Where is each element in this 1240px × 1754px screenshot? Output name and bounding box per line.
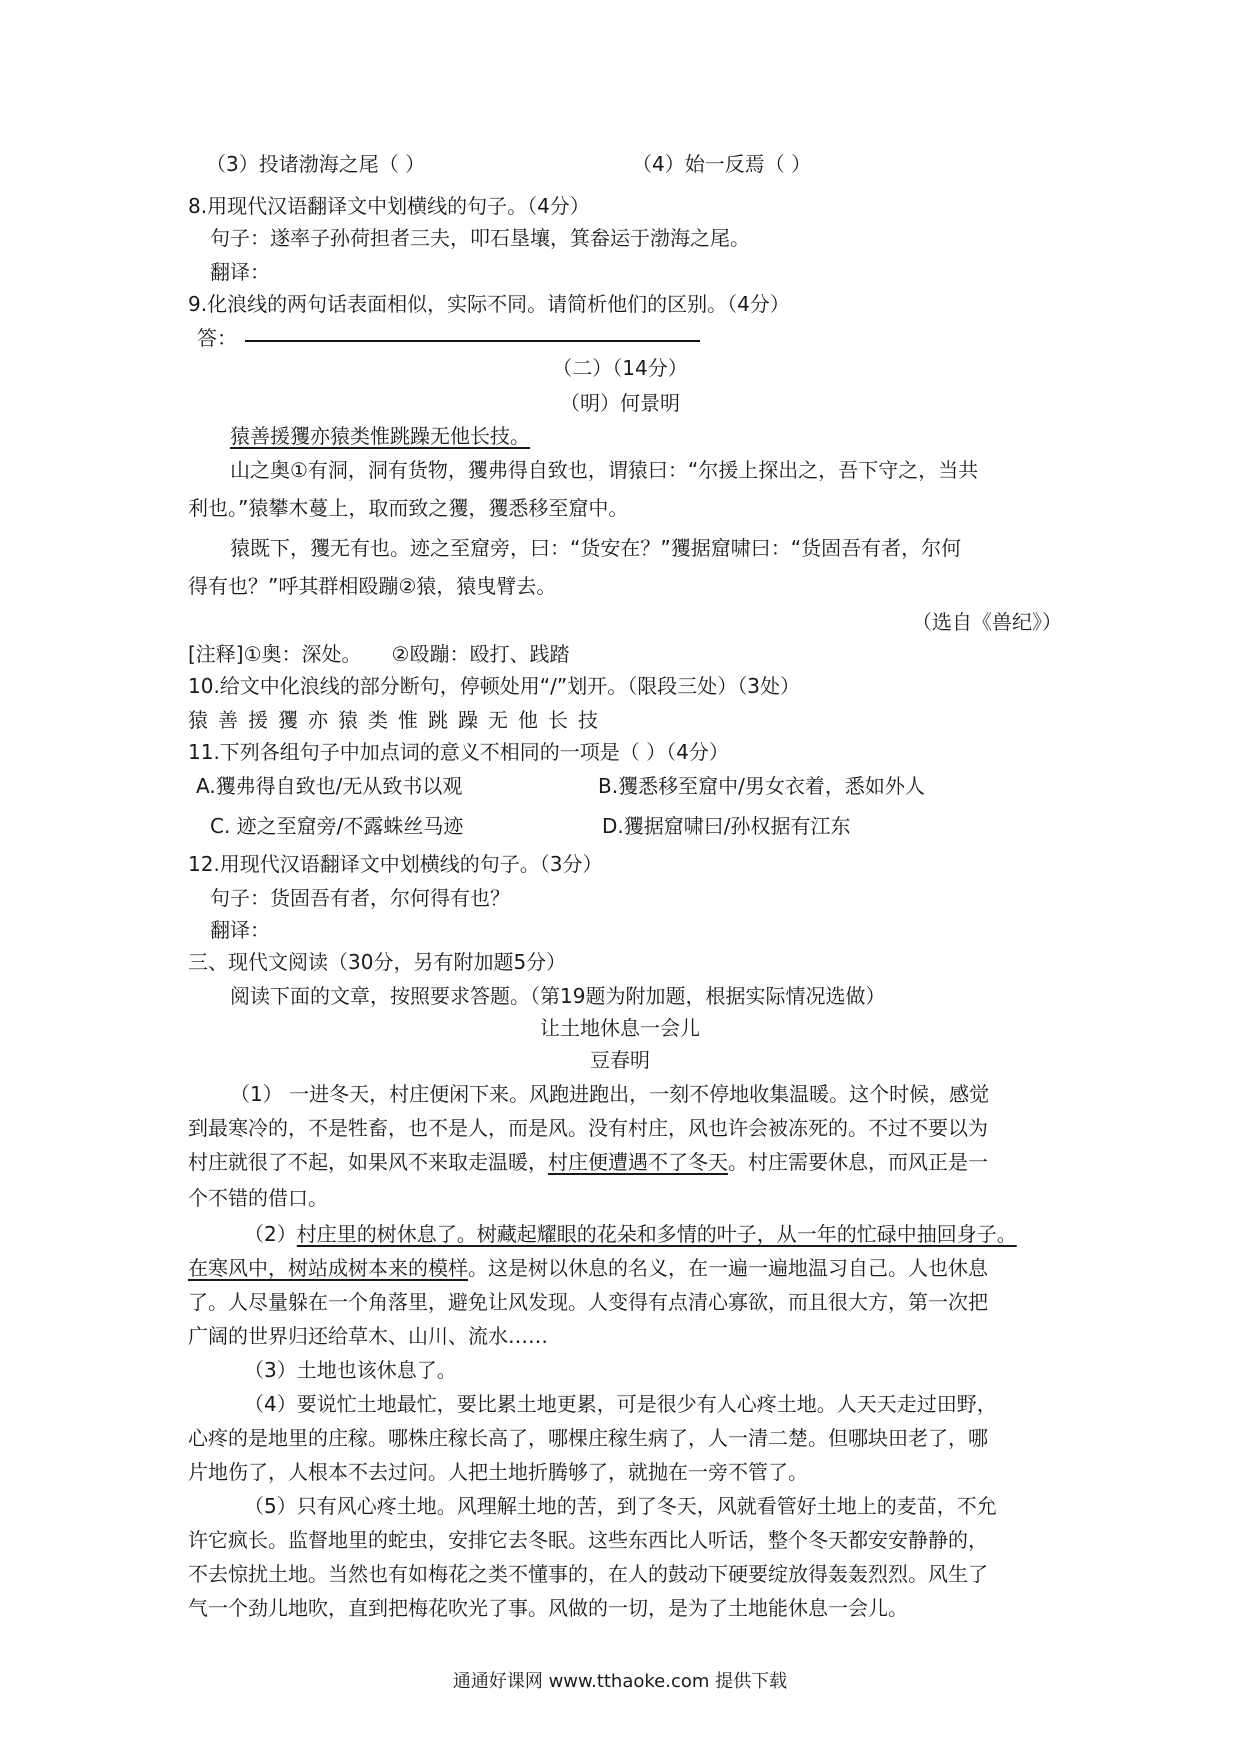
underlined-phrase: 村庄便遭遇不了冬天 (548, 1150, 728, 1174)
article-paragraph-line: （4）要说忙土地最忙，要比累土地更累，可是很少有人心疼土地。人天天走过田野， (244, 1392, 997, 1416)
article-paragraph-line: 片地伤了，人根本不去过问。人把土地折腾够了，就抛在一旁不管了。 (188, 1460, 808, 1484)
question-9: 9.化浪线的两句话表面相似，实际不同。请简析他们的区别。（4分） (188, 292, 790, 316)
annotations: [注释]①奥：深处。 ②殴蹦：殴打、践踏 (188, 642, 570, 666)
underlined-sentence: 村庄里的树休息了。树藏起耀眼的花朵和多情的叶子，从一年的忙碌中抽回身子。 (296, 1222, 1017, 1246)
paragraph-number: （2） (244, 1222, 297, 1246)
article-paragraph-line: 个不错的借口。 (188, 1186, 328, 1210)
section-2-heading: （二）（14分） (552, 356, 688, 380)
question-11: 11.下列各组句子中加点词的意义不相同的一项是（ ）（4分） (188, 740, 729, 764)
q11-option-b: B.玃悉移至窟中/男女衣着，悉如外人 (598, 774, 925, 798)
article-paragraph-line: 不去惊扰土地。当然也有如梅花之类不懂事的，在人的鼓动下硬要绽放得轰轰烈烈。风生了 (188, 1562, 988, 1586)
q11-option-d: D.玃据窟啸曰/孙权据有江东 (602, 814, 851, 838)
article-paragraph-line (244, 1220, 1017, 1248)
passage-2-line: 猿既下，玃无有也。迹之至窟旁，曰：“货安在？”玃据窟啸曰：“货固吾有者，尔何 (230, 536, 962, 560)
article-paragraph-line (188, 1148, 988, 1176)
passage-2-line: 山之奥①有洞，洞有货物，玃弗得自致也，谓猿曰：“尔援上探出之，吾下守之，当共 (230, 458, 979, 482)
text-span: 。这是树以休息的名义，在一遍一遍地温习自己。人也休息 (468, 1256, 988, 1280)
question-8: 8.用现代汉语翻译文中划横线的句子。（4分） (188, 194, 590, 218)
passage-2-line: 得有也？”呼其群相殴蹦②猿，猿曳臂去。 (188, 574, 557, 598)
article-paragraph-line: （1） 一进冬天，村庄便闲下来。风跑进跑出，一刻不停地收集温暖。这个时候，感觉 (230, 1082, 990, 1106)
item-7-3: （3）投诸渤海之尾（ ） (206, 152, 426, 176)
text-span: 村庄就很了不起，如果风不来取走温暖， (188, 1150, 548, 1174)
q9-answer-label: 答： (197, 326, 237, 350)
article-paragraph-line: 许它疯长。监督地里的蛇虫，安排它去冬眠。这些东西比人听话，整个冬天都安安静静的， (188, 1528, 988, 1552)
q10-text: 猿善援玃亦猿类惟跳躁无他长技 (188, 708, 608, 732)
article-paragraph-line: 了。人尽量躲在一个角落里，避免让风发现。人变得有点清心寡欲，而且很大方，第一次把 (188, 1290, 988, 1314)
article-paragraph-line: （3）土地也该休息了。 (244, 1358, 457, 1382)
article-paragraph-line (188, 1254, 988, 1282)
article-paragraph-line: 气一个劲儿地吹，直到把梅花吹光了事。风做的一切，是为了土地能休息一会儿。 (188, 1596, 908, 1620)
passage-2-line: 利也。”猿攀木蔓上，取而致之玃，玃悉移至窟中。 (188, 496, 629, 520)
article-paragraph-line: 心疼的是地里的庄稼。哪株庄稼长高了，哪棵庄稼生病了，人一清二楚。但哪块田老了，哪 (188, 1426, 988, 1450)
passage-2-wavy-line: 猿善援玃亦猿类惟跳躁无他长技。 (230, 424, 530, 448)
q12-sentence: 句子：货固吾有者，尔何得有也？ (210, 886, 510, 910)
article-author: 豆春明 (590, 1048, 650, 1072)
q11-option-c: C. 迹之至窟旁/不露蛛丝马迹 (210, 814, 464, 838)
section-3-heading: 三、现代文阅读（30分，另有附加题5分） (188, 950, 567, 974)
page-footer: 通通好课网 www.tthaoke.com 提供下载 (452, 1671, 788, 1692)
passage-2-source: （选自《兽纪》） (912, 610, 1062, 634)
question-12: 12.用现代汉语翻译文中划横线的句子。（3分） (188, 852, 603, 876)
section-3-instructions: 阅读下面的文章，按照要求答题。（第19题为附加题，根据实际情况选做） (230, 984, 886, 1008)
answer-blank-line (245, 340, 700, 342)
article-title: 让土地休息一会儿 (540, 1016, 700, 1040)
article-paragraph-line: （5）只有风心疼土地。风理解土地的苦，到了冬天，风就看管好土地上的麦苗，不允 (244, 1494, 997, 1518)
q11-option-a: A.玃弗得自致也/无从致书以观 (196, 774, 463, 798)
article-paragraph-line: 广阔的世界归还给草木、山川、流水…… (188, 1324, 548, 1348)
q12-translation-label: 翻译： (210, 918, 270, 942)
item-7-4: （4）始一反焉（ ） (632, 152, 812, 176)
underlined-sentence: 在寒风中，树站成树本来的模样 (188, 1256, 468, 1280)
q8-translation-label: 翻译： (210, 260, 270, 284)
text-span: 。村庄需要休息，而风正是一 (728, 1150, 988, 1174)
article-paragraph-line: 到最寒冷的，不是牲畜，也不是人，而是风。没有村庄，风也许会被冻死的。不过不要以为 (188, 1116, 988, 1140)
section-2-author: （明）何景明 (560, 391, 680, 415)
q8-sentence: 句子：遂率子孙荷担者三夫，叩石垦壤，箕畚运于渤海之尾。 (210, 226, 750, 250)
question-10: 10.给文中化浪线的部分断句，停顿处用“/”划开。（限段三处）（3处） (188, 674, 800, 698)
